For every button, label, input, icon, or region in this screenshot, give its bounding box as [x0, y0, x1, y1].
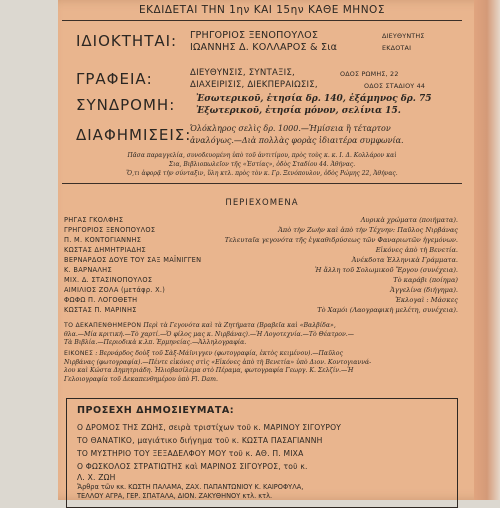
owner-2-role: ΕΚΔΟΤΑΙ: [382, 44, 412, 52]
subscription-label: ΣΥΝΔΡΟΜΗ:: [76, 96, 176, 114]
toc-entry: [64, 236, 460, 246]
toc-title: Ἀπὸ τὴν Ζωὴν καὶ ἀπὸ τὴν Τέχνην: Παῦλος Νιρβάνας: [278, 226, 458, 234]
images-label: ΕΙΚΟΝΕΣ: [64, 350, 94, 357]
header-rule-top: [62, 20, 462, 21]
offices-1: ΔΙΕΥΘΥΝΣΙΣ, ΣΥΝΤΑΞΙΣ,: [190, 68, 295, 78]
fortnight-section: [64, 322, 460, 348]
subscription-domestic: Ἐσωτερικοῦ, ἐτησία δρ. 140, ἑξάμηνος δρ. 75: [196, 94, 432, 104]
owners-label: ΙΔΙΟΚΤΗΤΑΙ:: [76, 32, 178, 50]
toc-author: ΚΩΣΤΑΣ Π. ΜΑΡΙΝΗΣ: [64, 306, 137, 314]
toc-author: ΡΗΓΑΣ ΓΚΟΛΦΗΣ: [64, 216, 124, 224]
page-content: [62, 0, 464, 500]
upcoming-item-2: ΤΟ ΘΑΝΑΤΙΚΟ, μαγιάτικο διήγημα τοῦ κ. ΚΩΣΤΑ ΠΑΣΑΓΙΑΝΝΗ: [77, 436, 323, 445]
toc-title: Ἀνέκδοτα Ἑλληνικὰ Γράμματα.: [351, 256, 458, 264]
upcoming-item-3: ΤΟ ΜΥΣΤΗΡΙΟ ΤΟΥ ΞΕΞΑΔΕΛΦΟΥ ΜΟΥ τοῦ κ. ΑΘ. Π. ΜΙΧΑ: [77, 449, 304, 458]
images-section: [64, 350, 460, 384]
owner-1-role: ΔΙΕΥΘΥΝΤΗΣ: [382, 32, 425, 40]
order-note-1: Πᾶσα παραγγελία, συνοδευομένη ὑπὸ τοῦ ἀντιτίμου, πρὸς τοὺς κ. κ. Ι. Δ. Κολλάρον καὶ: [127, 152, 397, 159]
owner-2: ΙΩΑΝΝΗΣ Δ. ΚΟΛΛΑΡΟΣ & Σια: [190, 42, 338, 53]
fortnight-label: ΤΟ ΔΕΚΑΠΕΝΘΗΜΕΡΟΝ: [64, 322, 142, 329]
offices-2: ΔΙΑΧΕΙΡΙΣΙΣ, ΔΙΕΚΠΕΡΑΙΩΣΙΣ,: [190, 80, 318, 90]
owner-1: ΓΡΗΓΟΡΙΟΣ ΞΕΝΟΠΟΥΛΟΣ: [190, 30, 319, 41]
toc-entry: [64, 256, 460, 266]
toc-title: Ἡ ἄλλη τοῦ Σολωμικοῦ Ἔργου (συνέχεια).: [314, 266, 458, 274]
toc-title: Τὸ Χαμόι (Λαογραφικὴ μελέτη, συνέχεια).: [317, 306, 458, 314]
images-text-4: Γελοιογραφία τοῦ Δεκαπενθημέρου ὑπὸ Fl. Dam.: [64, 375, 218, 383]
toc-title: Ἀγγελίνα (διήγημα).: [390, 286, 458, 294]
toc-title: Εἰκόνες ἀπὸ τὴ Βενετία.: [375, 246, 458, 254]
toc-entry: [64, 226, 460, 236]
toc-entry: [64, 216, 460, 226]
upcoming-articles-2: ΤΕΛΛΟΥ ΑΓΡΑ, ΓΕΡ. ΣΠΑΤΑΛΑ, ΔΙΟΝ. ΖΑΚΥΘΗΝΟΥ κτλ. κτλ.: [77, 492, 273, 500]
header-rule-bottom: [62, 183, 462, 184]
offices-2-address: ΟΔΟΣ ΣΤΑΔΙΟΥ 44: [364, 82, 426, 90]
fortnight-text-2: θλα.—Μία κριτική.—Τὸ χαρτί.—Ὁ φίλος μας κ. Νιρβάνας).—Ἡ Λογοτεχνία.—Τὸ Θέατρον.—: [64, 330, 354, 338]
order-note-2: Σια, Βιβλιοπωλεῖον τῆς «Ἑστίας», ὁδὸς Σταδίου 44. Ἀθήνας.: [168, 161, 356, 168]
images-text-1: : Βερνάρδος δοὺξ τοῦ Σὰξ-Μάϊνιγγεν (φωτογραφία, ἐκτὸς κειμένου).—Παῦλος: [95, 350, 343, 357]
toc-entry: [64, 266, 460, 276]
toc-entry: [64, 286, 460, 296]
toc-author: Π. Μ. ΚΟΝΤΟΓΙΑΝΝΗΣ: [64, 236, 142, 244]
toc-author: ΒΕΡΝΑΡΔΟΣ ΔΟΥΕ ΤΟΥ ΣΑΞ ΜΑΪΝΙΓΓΕΝ: [64, 256, 202, 264]
subscription-abroad: Ἐξωτερικοῦ, ἐτησία μόνον, σελίνια 15.: [196, 106, 401, 116]
fortnight-text-3: Τὰ Βιβλία.—Περιοδικὰ κ.λπ. Ἑρμηνείας.—Ἀλληλογραφία.: [64, 339, 247, 347]
editorial-note: Ὅ,τι ἀφορᾷ τὴν σύνταξιν, ὕλη κτλ. πρὸς τὸν κ. Γρ. Ξενόπουλον, ὁδὸς Ρώμης 22, Ἀθήνας.: [126, 170, 398, 177]
toc-author: ΑΙΜΙΛΙΟΣ ΖΟΛΑ (μετάφρ. Χ.): [64, 286, 166, 294]
fortnight-text-1: Περὶ τὰ Γεγονότα καὶ τὰ Ζητήματα (Βραβεῖα καὶ «Βαλβίδα»,: [143, 322, 336, 329]
toc-title: Λυρικὰ χρώματα (ποιήματα).: [360, 216, 458, 224]
toc-entry: [64, 306, 460, 316]
page-edge: [474, 0, 500, 500]
upcoming-title: ΠΡΟΣΕΧΗ ΔΗΜΟΣΙΕΥΜΑΤΑ:: [77, 405, 235, 416]
images-text-3: λου καὶ Κώστα Δημητριάδη. Ἠλιοβασίλεμα στὸ Πέραμα, φωτογραφία Γεωργ. Κ. Σελζίν.—Ἡ: [64, 367, 354, 375]
toc-title: Τελευταῖα γεγονότα τῆς ἐγκαθιδρύσεως τῶν Φαναριωτῶν ἡγεμόνων.: [224, 236, 458, 244]
contents-heading: ΠΕΡΙΕΧΟΜΕΝΑ: [225, 198, 299, 208]
ads-rate-1: Ὁλόκληρος σελὶς δρ. 1000.—Ἡμίσεια ἢ τέταρτον: [190, 124, 391, 133]
toc-author: ΦΩΦΩ Π. ΛΟΓΟΘΕΤΗ: [64, 296, 138, 304]
ads-rate-2: ἀναλόγως.—Διὰ πολλὰς φορὰς ἰδιαιτέρα συμφωνία.: [190, 136, 404, 145]
toc-entry: [64, 296, 460, 306]
ads-label: ΔΙΑΦΗΜΙΣΕΙΣ:: [76, 126, 192, 144]
upcoming-item-4: Ο ΦΩΣΚΟΛΟΣ ΣΤΡΑΤΙΩΤΗΣ καὶ ΜΑΡΙΝΟΣ ΣΙΓΟΥΡΟΣ, τοῦ κ.: [77, 462, 308, 471]
upcoming-publications-box: [66, 398, 458, 508]
upcoming-item-1: Ο ΔΡΟΜΟΣ ΤΗΣ ΖΩΗΣ, σειρὰ τριστίχων τοῦ κ. ΜΑΡΙΝΟΥ ΣΙΓΟΥΡΟΥ: [77, 423, 342, 432]
offices-label: ΓΡΑΦΕΙΑ:: [76, 70, 153, 88]
upcoming-item-5: Λ. Χ. ΖΩΗ: [77, 473, 116, 482]
toc-author: ΚΩΣΤΑΣ ΔΗΜΗΤΡΙΑΔΗΣ: [64, 246, 146, 254]
toc-entry: [64, 246, 460, 256]
toc-author: ΜΙΧ. Δ. ΣΤΑΣΙΝΟΠΟΥΛΟΣ: [64, 276, 153, 284]
issue-frequency: ΕΚΔΙΔΕΤΑΙ ΤΗΝ 1ην ΚΑΙ 15ην ΚΑΘΕ ΜΗΝΟΣ: [139, 4, 385, 16]
toc-title: Τὸ καράβι (ποίημα): [393, 276, 458, 284]
upcoming-articles-1: Ἄρθρα τῶν κκ. ΚΩΣΤΗ ΠΑΛΑΜΑ, ΖΑΧ. ΠΑΠΑΝΤΩΝΙΟΥ Κ. ΚΑΙΡΟΦΥΛΑ,: [77, 483, 304, 491]
images-text-2: Νιρβάνας (φωτογραφία).—Πέντε εἰκόνες στὶς «Εἰκόνες ἀπὸ τὴ Βενετία» ὑπὸ Διον. Κοντογιαννά-: [64, 358, 372, 366]
offices-1-address: ΟΔΟΣ ΡΩΜΗΣ, 22: [340, 70, 399, 78]
toc-author: ΓΡΗΓΟΡΙΟΣ ΞΕΝΟΠΟΥΛΟΣ: [64, 226, 156, 234]
toc-author: Κ. ΒΑΡΝΑΛΗΣ: [64, 266, 112, 274]
toc-title: Ἐκλογαὶ : Μάσκες: [395, 296, 458, 304]
toc-entry: [64, 276, 460, 286]
